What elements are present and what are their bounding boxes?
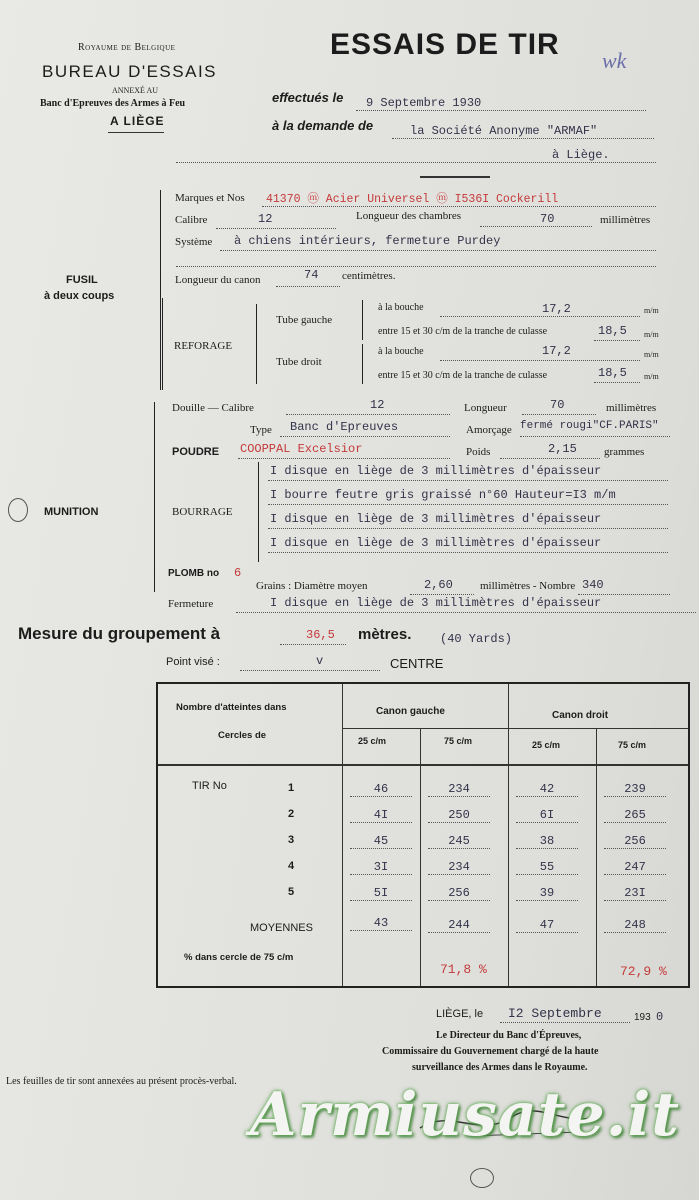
calibre-value: 12 (258, 212, 273, 226)
point-vise-line (240, 670, 380, 671)
results-table (156, 682, 690, 988)
city-label: A LIÈGE (110, 114, 165, 128)
banc-label: Banc d'Epreuves des Armes à Feu (40, 98, 186, 109)
droit-brace (362, 344, 363, 384)
punch-hole (470, 1168, 494, 1188)
table-divider (508, 684, 509, 986)
calibre-label: Calibre (175, 214, 208, 226)
gauche-75-value: 245 (428, 834, 490, 849)
requester-line (392, 138, 654, 139)
punch-hole (8, 498, 28, 522)
droit-bouche-label: à la bouche (378, 346, 424, 357)
directeur-label: Le Directeur du Banc d'Épreuves, (436, 1030, 582, 1041)
tir-number: 3 (288, 834, 295, 846)
signed-date: I2 Septembre (508, 1006, 602, 1021)
bourrage-line-2: I bourre feutre gris graissé n°60 Hauteur=I3 m/m (270, 488, 616, 502)
nombre-line (578, 594, 670, 595)
longueur-canon-label: Longueur du canon (175, 274, 261, 286)
feuilles-note: Les feuilles de tir sont annexées au présent procès-verbal. (6, 1076, 237, 1087)
point-vise-value: v (316, 654, 324, 668)
groupement-yards: (40 Yards) (440, 632, 513, 646)
nombre-value: 340 (582, 578, 604, 592)
signed-date-line (500, 1022, 630, 1023)
gauche-75-value: 250 (428, 808, 490, 823)
gauche-entre-value: 18,5 (598, 324, 627, 338)
gauche-75-value: 234 (428, 860, 490, 875)
tube-gauche-label: Tube gauche (276, 314, 333, 326)
droit-25-value: 42 (516, 782, 578, 797)
mm-unit: m/m (644, 372, 659, 381)
longueur-value: 70 (550, 398, 565, 412)
handwritten-note: wk (602, 48, 627, 73)
droit-25-value: 38 (516, 834, 578, 849)
poids-value: 2,15 (548, 442, 577, 456)
reforage-brace (162, 298, 163, 390)
bourrage-line-1: I disque en liège de 3 millimètres d'épaisseur (270, 464, 602, 478)
year-prefix: 193 (634, 1012, 651, 1023)
droit-bouche-line (440, 360, 640, 361)
col-gauche-75: 75 c/m (444, 736, 473, 746)
gauche-25-value: 45 (350, 834, 412, 849)
amorcage-value: fermé rougi"CF.PARIS" (520, 420, 659, 432)
moyenne-droit-75: 248 (604, 918, 666, 933)
gauche-25-value: 4I (350, 808, 412, 823)
grammes-unit: grammes (604, 446, 645, 458)
longueur-canon-value: 74 (304, 268, 319, 282)
droit-75-value: 23I (604, 886, 666, 901)
fusil-label: FUSIL (66, 274, 98, 286)
date-line (356, 110, 646, 111)
fusil-brace (160, 190, 161, 390)
douille-line (286, 414, 450, 415)
bourrage-rule-3 (268, 528, 668, 529)
moyennes-label: MOYENNES (250, 922, 313, 934)
reforage-label: REFORAGE (174, 340, 233, 352)
watermark-logo: Armiusate.it (250, 1080, 681, 1150)
bourrage-rule-4 (268, 552, 668, 553)
mm-unit: millimètres (600, 214, 651, 226)
tir-number: 2 (288, 808, 295, 820)
poids-label: Poids (466, 446, 491, 458)
droit-bouche-value: 17,2 (542, 344, 571, 358)
gauche-75-value: 234 (428, 782, 490, 797)
plomb-value: 6 (234, 566, 242, 580)
tir-number: 1 (288, 782, 295, 794)
header-rule (108, 132, 164, 133)
moyenne-gauche-25: 43 (350, 916, 412, 931)
poids-line (500, 458, 600, 459)
point-vise-label: Point visé : (166, 656, 220, 668)
longueur-line (522, 414, 596, 415)
droit-75-value: 265 (604, 808, 666, 823)
fermeture-label: Fermeture (168, 598, 214, 610)
bureau-title: BUREAU D'ESSAIS (42, 62, 218, 81)
longueur-chambres-value: 70 (540, 212, 555, 226)
fermeture-value: I disque en liège de 3 millimètres d'épaisseur (270, 596, 602, 610)
gauche-entre-line (594, 340, 640, 341)
systeme-line-2 (176, 266, 656, 267)
fusil-label-2: à deux coups (44, 290, 115, 302)
calibre-line (216, 228, 336, 229)
gauche-bouche-line (440, 316, 640, 317)
col-gauche-25: 25 c/m (358, 736, 387, 746)
bourrage-label: BOURRAGE (172, 506, 233, 518)
type-value: Banc d'Epreuves (290, 420, 399, 434)
droit-entre-value: 18,5 (598, 366, 627, 380)
gauche-brace (362, 300, 363, 340)
gauche-entre-label: entre 15 et 30 c/m de la tranche de culasse (378, 326, 548, 337)
chambres-line (480, 226, 592, 227)
table-divider (596, 728, 597, 986)
demande-label: à la demande de (272, 118, 374, 133)
grains-line (410, 594, 474, 595)
table-head-left: Nombre d'atteintes dans (176, 702, 287, 713)
gauche-25-value: 3I (350, 860, 412, 875)
pct-gauche: 71,8 % (440, 962, 487, 977)
distance-line (280, 644, 346, 645)
droit-entre-label: entre 15 et 30 c/m de la tranche de culasse (378, 370, 548, 381)
poudre-label: POUDRE (172, 446, 220, 458)
longueur-label: Longueur (464, 402, 507, 414)
commissaire-label: Commissaire du Gouvernement chargé de la haute (382, 1046, 599, 1057)
droit-25-value: 6I (516, 808, 578, 823)
droit-75-value: 256 (604, 834, 666, 849)
marques-line (262, 206, 656, 207)
gauche-25-value: 46 (350, 782, 412, 797)
year-digit: 0 (656, 1010, 664, 1024)
bourrage-rule-1 (268, 480, 668, 481)
moyenne-droit-25: 47 (516, 918, 578, 933)
table-divider (342, 684, 343, 986)
kingdom-label: Royaume de Belgique (78, 42, 176, 53)
table-head-left-2: Cercles de (218, 730, 267, 741)
groupement-label: Mesure du groupement à (18, 624, 221, 643)
marques-label: Marques et Nos (175, 192, 245, 204)
droit-entre-line (594, 382, 640, 383)
tubes-brace (256, 304, 257, 384)
col-droit-75: 75 c/m (618, 740, 647, 750)
systeme-line (220, 250, 656, 251)
munition-brace (154, 402, 155, 592)
systeme-value: à chiens intérieurs, fermeture Purdey (234, 234, 501, 248)
separator-rule (420, 176, 490, 178)
table-divider (342, 728, 688, 729)
bourrage-line-4: I disque en liège de 3 millimètres d'épaisseur (270, 536, 602, 550)
table-divider (420, 728, 421, 986)
tir-label: TIR No (192, 780, 227, 792)
document-title: ESSAIS DE TIR (330, 28, 560, 61)
droit-25-value: 55 (516, 860, 578, 875)
nombre-label: millimètres - Nombre (480, 580, 576, 592)
canon-droit-header: Canon droit (552, 710, 609, 721)
canon-gauche-header: Canon gauche (376, 706, 445, 717)
bourrage-brace (258, 462, 259, 562)
tir-number: 5 (288, 886, 295, 898)
gauche-25-value: 5I (350, 886, 412, 901)
douille-calibre-value: 12 (370, 398, 385, 412)
mm-unit: m/m (644, 306, 659, 315)
gauche-bouche-label: à la bouche (378, 302, 424, 313)
amorcage-label: Amorçage (466, 424, 512, 436)
table-divider (158, 764, 688, 766)
moyenne-gauche-75: 244 (428, 918, 490, 933)
gauche-bouche-value: 17,2 (542, 302, 571, 316)
droit-75-value: 239 (604, 782, 666, 797)
grains-label: Grains : Diamètre moyen (256, 580, 368, 592)
requester-name: la Société Anonyme "ARMAF" (410, 124, 598, 138)
surveillance-label: surveillance des Armes dans le Royaume. (412, 1062, 588, 1073)
droit-25-value: 39 (516, 886, 578, 901)
mm-unit: millimètres (606, 402, 657, 414)
requester-line-2 (176, 162, 656, 163)
tube-droit-label: Tube droit (276, 356, 322, 368)
groupement-unit: mètres. (358, 626, 412, 643)
fermeture-line (236, 612, 696, 613)
groupement-distance: 36,5 (306, 628, 335, 642)
pct-droit: 72,9 % (620, 964, 667, 979)
effectues-label: effectués le (272, 90, 344, 105)
amorcage-line (520, 436, 670, 437)
type-label: Type (250, 424, 272, 436)
marques-value: 41370 ⓜ Acier Universel ⓜ I536I Cockerill (266, 193, 559, 206)
douille-label: Douille — Calibre (172, 402, 254, 414)
plomb-label: PLOMB no (168, 568, 220, 579)
droit-75-value: 247 (604, 860, 666, 875)
poudre-value: COOPPAL Excelsior (240, 442, 363, 456)
cm-unit: centimètres. (342, 270, 396, 282)
bourrage-rule-2 (268, 504, 668, 505)
gauche-75-value: 256 (428, 886, 490, 901)
tir-number: 4 (288, 860, 295, 872)
test-date: 9 Septembre 1930 (366, 96, 482, 110)
mm-unit: m/m (644, 350, 659, 359)
centre-label: CENTRE (390, 656, 444, 671)
mm-unit: m/m (644, 330, 659, 339)
longueur-chambres-label: Longueur des chambres (356, 210, 462, 222)
poudre-line (238, 458, 450, 459)
bourrage-line-3: I disque en liège de 3 millimètres d'épaisseur (270, 512, 602, 526)
canon-line (276, 286, 340, 287)
grains-value: 2,60 (424, 578, 453, 592)
liege-label: LIÈGE, le (436, 1008, 484, 1020)
annexe-label: ANNEXÉ AU (112, 86, 158, 95)
requester-city: à Liège. (552, 148, 610, 162)
pct-label: % dans cercle de 75 c/m (184, 952, 294, 963)
type-line (280, 436, 450, 437)
systeme-label: Système (175, 236, 213, 248)
munition-label: MUNITION (44, 506, 99, 518)
col-droit-25: 25 c/m (532, 740, 561, 750)
